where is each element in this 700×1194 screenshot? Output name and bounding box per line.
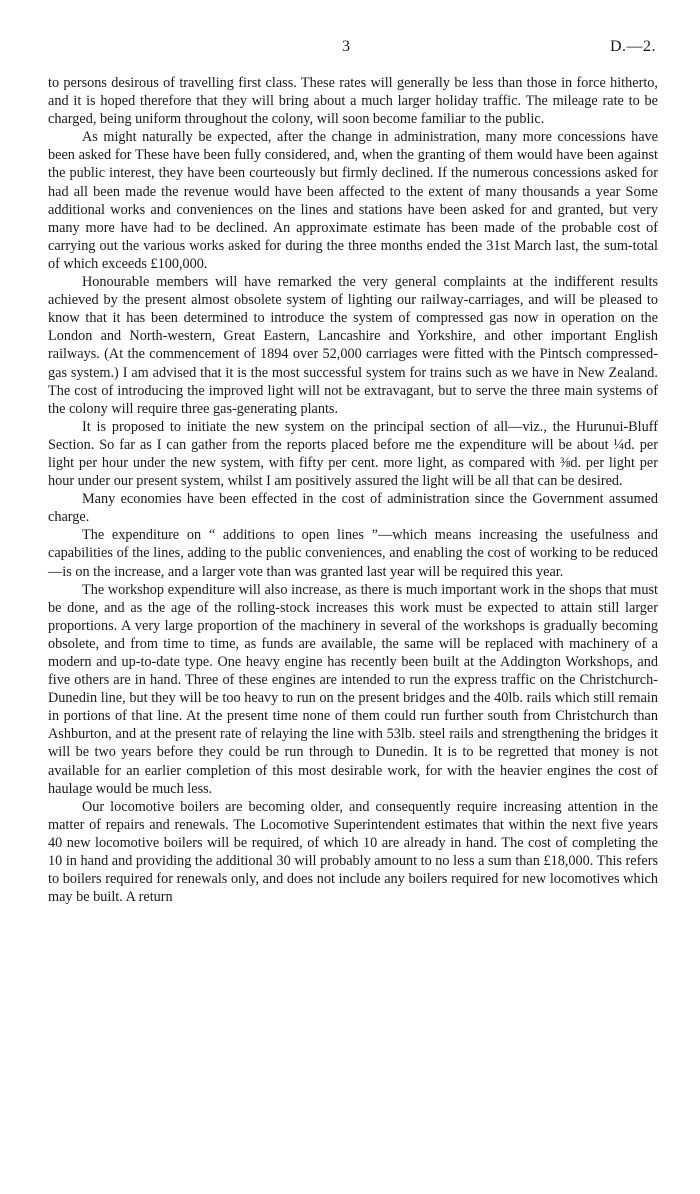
paragraph-carriage-lighting: Honourable members will have remarked the very general complaints at the indifferent results achieved by the present almost obsolete system of lighting our railway-carriages, and will be pleased to know that it has been determined to introduce the system of compressed gas now in operation on the London and North-western, Great Eastern, Lancashire and Yorkshire, and other important English railways. (At the commencement of 1894 over 52,000 carriages were fitted with the Pintsch compressed-gas system.) I am advised that it is the most successful system for trains such as we have in New Zealand. The cost of introducing the improved light will not be extravagant, but to serve the three main systems of the colony will require three gas-generating plants. bbox=[48, 274, 658, 417]
paragraph-additions-to-open-lines: The expenditure on “ additions to open lines ”—which means increasing the usefulness and capabilities of the lines, adding to the public conveniences, and enabling the cost of working to be reduced—is on the increase, and a larger vote than was granted last year will be required this year. bbox=[48, 527, 658, 580]
paragraph-workshop-expenditure: The workshop expenditure will also increase, as there is much important work in the shops that must be done, and as the age of the rolling-stock increases this work must be expected to attain still larger proportions. A very large proportion of the machinery in several of the workshops is gradually becoming obsolete, and from time to time, as funds are available, the same will be replaced with machinery of a modern and up-to-date type. One heavy engine has recently been built at the Addington Workshops, and five others are in hand. Three of these engines are intended to run the express traffic on the Christchurch-Dunedin line, but they will be too heavy to run on the present bridges and the 40lb. rails which still remain in portions of that line. At the present time none of them could run further south from Christchurch than Ashburton, and at the present rate of relaying the line with 53lb. steel rails and strengthening the bridges it will be two years before they could be run through to Dunedin. It is to be regretted that money is not available for an earlier completion of this most desirable work, for with the heavier engines the cost of haulage would be much less. bbox=[48, 581, 658, 797]
paragraph-economies: Many economies have been effected in the cost of administration since the Government assumed charge. bbox=[48, 491, 658, 526]
page-header bbox=[48, 38, 658, 74]
paragraph-locomotive-boilers: Our locomotive boilers are becoming older, and consequently require increasing attention in the matter of repairs and renewals. The Locomotive Superintendent estimates that within the next five years 40 new locomotive boilers will be required, of which 10 are already in hand. The cost of completing the 10 in hand and providing the additional 30 will probably amount to no less a sum than £18,000. This refers to boilers required for renewals only, and does not include any boilers required for new locomotives which may be built. A return bbox=[48, 798, 658, 906]
document-page bbox=[48, 38, 658, 906]
paragraph-concessions: As might naturally be expected, after the change in administration, many more concessions have been asked for These have been fully considered, and, when the granting of them would have been against the public interest, they have been courteously but firmly declined. If the numerous concessions asked for had all been made the revenue would have been affected to the extent of many thousands a year Some additional works and conveniences on the lines and stations have been asked for and granted, but very many more have had to be declined. An approximate estimate has been made of the probable cost of carrying out the various works asked for during the three months ended the 31st March last, the sum-total of which exceeds £100,000. bbox=[48, 129, 658, 272]
paragraph-new-lighting-system: It is proposed to initiate the new system on the principal section of all—viz., the Hurunui-Bluff Section. So far as I can gather from the reports placed before me the expenditure will be about ¼d. per light per hour under the new system, with fifty per cent. more light, as compared with ⅜d. per light per hour under our present system, whilst I am positively assured the light will be all that can be desired. bbox=[48, 418, 658, 490]
body-text bbox=[48, 74, 658, 906]
paragraph-fares-continued: to persons desirous of travelling first class. These rates will generally be less than those in force hitherto, and it is hoped therefore that they will bring about a much larger holiday traffic. The mileage rate to be charged, being uniform throughout the colony, will soon become familiar to the public. bbox=[48, 75, 658, 128]
page-number: 3 bbox=[342, 38, 350, 55]
document-reference: D.—2. bbox=[609, 38, 656, 55]
